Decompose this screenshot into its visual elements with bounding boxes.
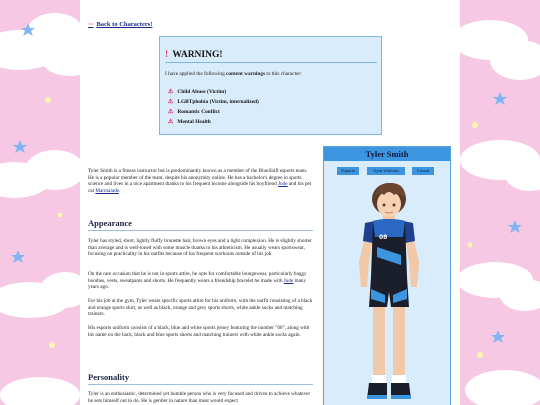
warning-item: [168, 107, 259, 117]
warning-triangle-icon: ⚠: [168, 109, 174, 115]
tab-esports[interactable]: Esports: [337, 167, 359, 175]
warning-triangle-icon: ⚠: [168, 99, 174, 105]
marmalade-link[interactable]: Marmalade: [95, 187, 119, 194]
warning-item-label: Mental Health: [177, 119, 211, 125]
jude-link[interactable]: Jude: [283, 277, 294, 284]
arrow-left-icon: ⇦: [88, 21, 94, 28]
warning-item: [168, 87, 259, 97]
jersey-number: 08: [379, 234, 388, 241]
appearance-paragraph-2: [88, 271, 313, 291]
warning-title: [165, 50, 377, 63]
appearance-p2-before: On the rare occasion that he is not in sports attire, he opts for comfortable loungewear, particularly baggy hoodies, vests, sweatpants and shorts. He frequently wears a friendship bracelet he made with: [88, 271, 307, 284]
character-infobox: [323, 146, 451, 405]
content-warning-box: [159, 36, 382, 135]
warning-intro-bold: content warnings: [226, 71, 266, 77]
warning-title-text: WARNING!: [172, 50, 223, 60]
warning-item-label: Child Abuse (Victim): [177, 89, 227, 95]
warning-triangle-icon: ⚠: [168, 89, 174, 95]
personality-paragraph-1: Tyler is an enthusiastic, determined yet humble person who is very focused and driven to achieve whatever he sets himself out to do. He is gentler in nature than most would expect: [88, 391, 311, 404]
content-page: [80, 0, 460, 405]
back-link[interactable]: [88, 20, 152, 28]
tab-gym-uniform[interactable]: Gym Uniform: [367, 167, 405, 175]
warning-intro-before: I have applied the following: [165, 71, 227, 77]
tab-casual[interactable]: Casual: [412, 167, 434, 175]
jude-link[interactable]: Jude: [278, 181, 288, 188]
warning-triangle-icon: ⚠: [168, 119, 174, 125]
intro-end: .: [118, 187, 121, 194]
appearance-heading: Appearance: [88, 218, 313, 231]
warning-intro-after: to this character:: [265, 71, 302, 77]
back-link-label: Back to Characters!: [96, 21, 153, 28]
warning-item: [168, 117, 259, 127]
warning-item-label: Romantic Conflict: [177, 109, 220, 115]
intro-mid: and his pet cat: [88, 181, 312, 194]
character-portrait: [339, 177, 439, 405]
intro-paragraph: [88, 168, 313, 194]
intro-text: Tyler Smith is a fitness instructor but is predominantly known as a member of the BlueShift esports team. He is a popular member of the team, despite his anonymity online. He has a bachelor's degree in sports science and lives in a nice apartment thanks to his frequent income alongside his boyfriend: [88, 168, 308, 188]
appearance-p2-after: many years ago.: [88, 277, 307, 291]
appearance-paragraph-1: Tyler has styled, short, lightly fluffy brunette hair, brown eyes and a light complexion. He is slightly shorter than average and is well-toned with some muscle thanks to his athleticism. He usually wears sportswear, focusing on practicality in his outfits because of his frequent workouts outside of his job.: [88, 238, 312, 258]
character-name: Tyler Smith: [324, 147, 450, 161]
warning-intro: [165, 71, 302, 77]
exclamation-icon: !: [165, 50, 169, 60]
personality-heading: Personality: [88, 372, 313, 385]
warning-list: [168, 87, 259, 127]
warning-item: [168, 97, 259, 107]
warning-item-label: LGBTphobia (Victim, internalized): [177, 99, 259, 105]
appearance-paragraph-3: For his job at the gym, Tyler wears specific sports attire for his uniform, with the outfit consisting of a black and orange sports shirt, as well as black, orange and grey sports shorts, white ankle socks and matching trainers.: [88, 298, 313, 318]
appearance-paragraph-4: His esports uniform consists of a black, blue and white sports jersey featuring the number "08", along with his name on the back, black and blue sports shorts and matching trainers with white ankle socks again.: [88, 325, 310, 338]
